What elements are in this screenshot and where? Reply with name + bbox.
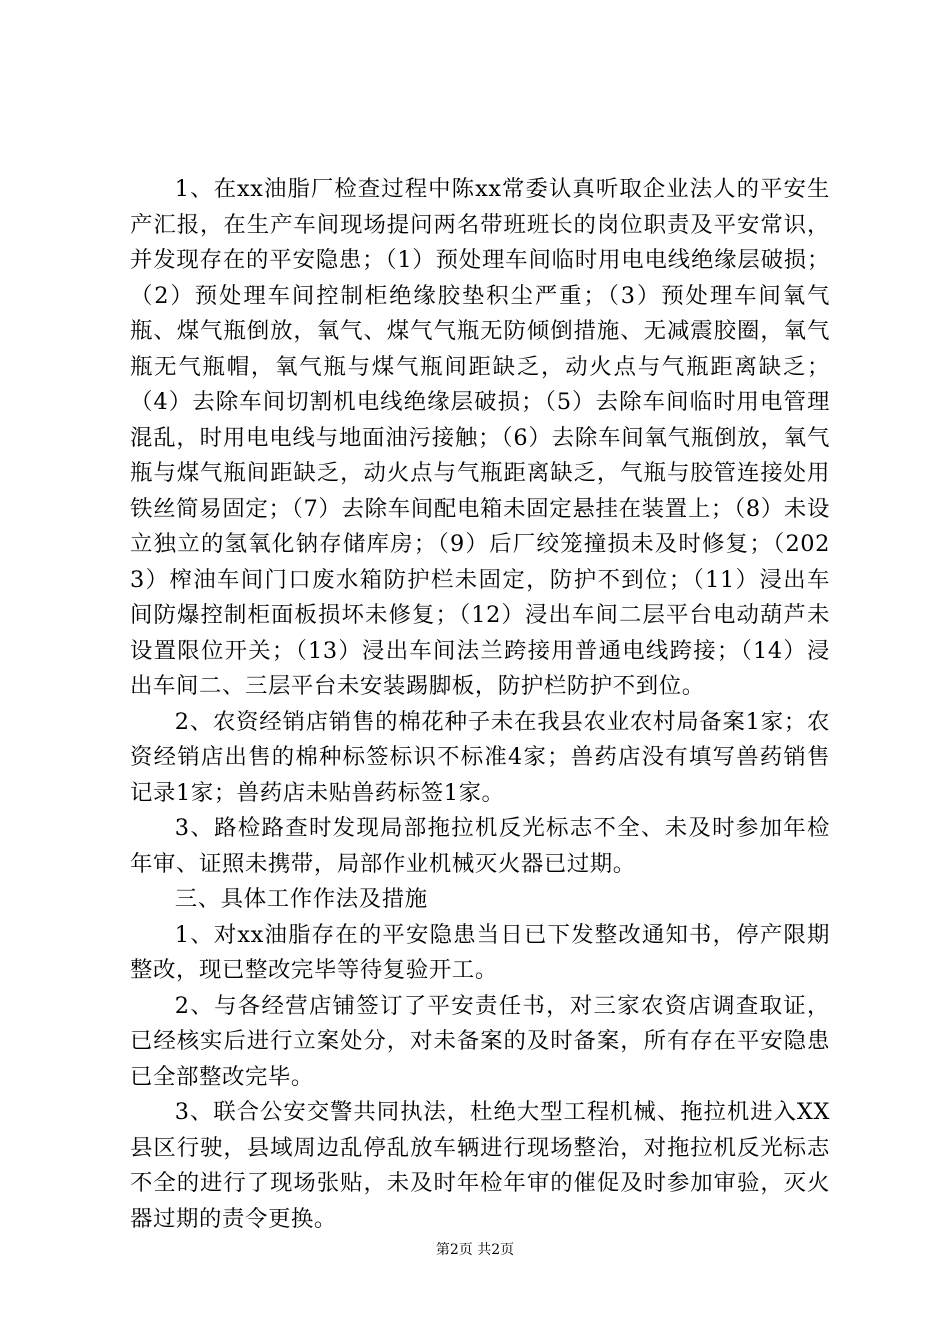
paragraph-measure-oil-plant: 1、对xx油脂存在的平安隐患当日已下发整改通知书，停产限期整改，现已整改完毕等待复验开工。 [130, 921, 830, 983]
paragraph-measure-traffic: 3、联合公安交警共同执法，杜绝大型工程机械、拖拉机进入XX县区行驶，县域周边乱停乱放车辆进行现场整治，对拖拉机反光标志不全的进行了现场张贴，未及时年检年审的催促及时参加审验，灭火器过期的责令更换。 [130, 1099, 830, 1232]
paragraph-findings-agri-stores: 2、农资经销店销售的棉花种子未在我县农业农村局备案1家；农资经销店出售的棉种标签标识不标准4家；兽药店没有填写兽药销售记录1家；兽药店未贴兽药标签1家。 [130, 708, 830, 806]
section-heading-measures: 三、具体工作作法及措施 [174, 886, 428, 912]
page-footer: 第2页 共2页 [435, 1242, 515, 1258]
paragraph-findings-oil-plant: 1、在xx油脂厂检查过程中陈xx常委认真听取企业法人的平安生产汇报，在生产车间现场提问两名带班班长的岗位职责及平安常识，并发现存在的平安隐患；（1）预处理车间临时用电电线绝缘层破损；（2）预处理车间控制柜绝缘胶垫积尘严重；（3）预处理车间氧气瓶、煤气瓶倒放，氧气、煤气气瓶无防倾倒措施、无减震胶圈，氧气瓶无气瓶帽，氧气瓶与煤气瓶间距缺乏，动火点与气瓶距离缺乏；（4）去除车间切割机电线绝缘层破损；（5）去除车间临时用电管理混乱，时用电电线与地面油污接触；（6）去除车间氧气瓶倒放，氧气瓶与煤气瓶间距缺乏，动火点与气瓶距离缺乏，气瓶与胶管连接处用铁丝简易固定；（7）去除车间配电箱未固定悬挂在装置上；（8）未设立独立的氢氧化钠存储库房；（9）后厂绞笼撞损未及时修复；（2023）榨油车间门口废水箱防护栏未固定，防护不到位；（11）浸出车间防爆控制柜面板损坏未修复；（12）浸出车间二层平台电动葫芦未设置限位开关；（13）浸出车间法兰跨接用普通电线跨接；（14）浸出车间二、三层平台未安装踢脚板，防护栏防护不到位。 [130, 176, 830, 699]
paragraph-findings-road-checks: 3、路检路查时发现局部拖拉机反光标志不全、未及时参加年检年审、证照未携带，局部作业机械灭火器已过期。 [130, 815, 830, 877]
paragraph-measure-stores: 2、与各经营店铺签订了平安责任书，对三家农资店调查取证，已经核实后进行立案处分，对未备案的及时备案，所有存在平安隐患已全部整改完毕。 [130, 992, 830, 1090]
document-body [130, 172, 830, 1237]
